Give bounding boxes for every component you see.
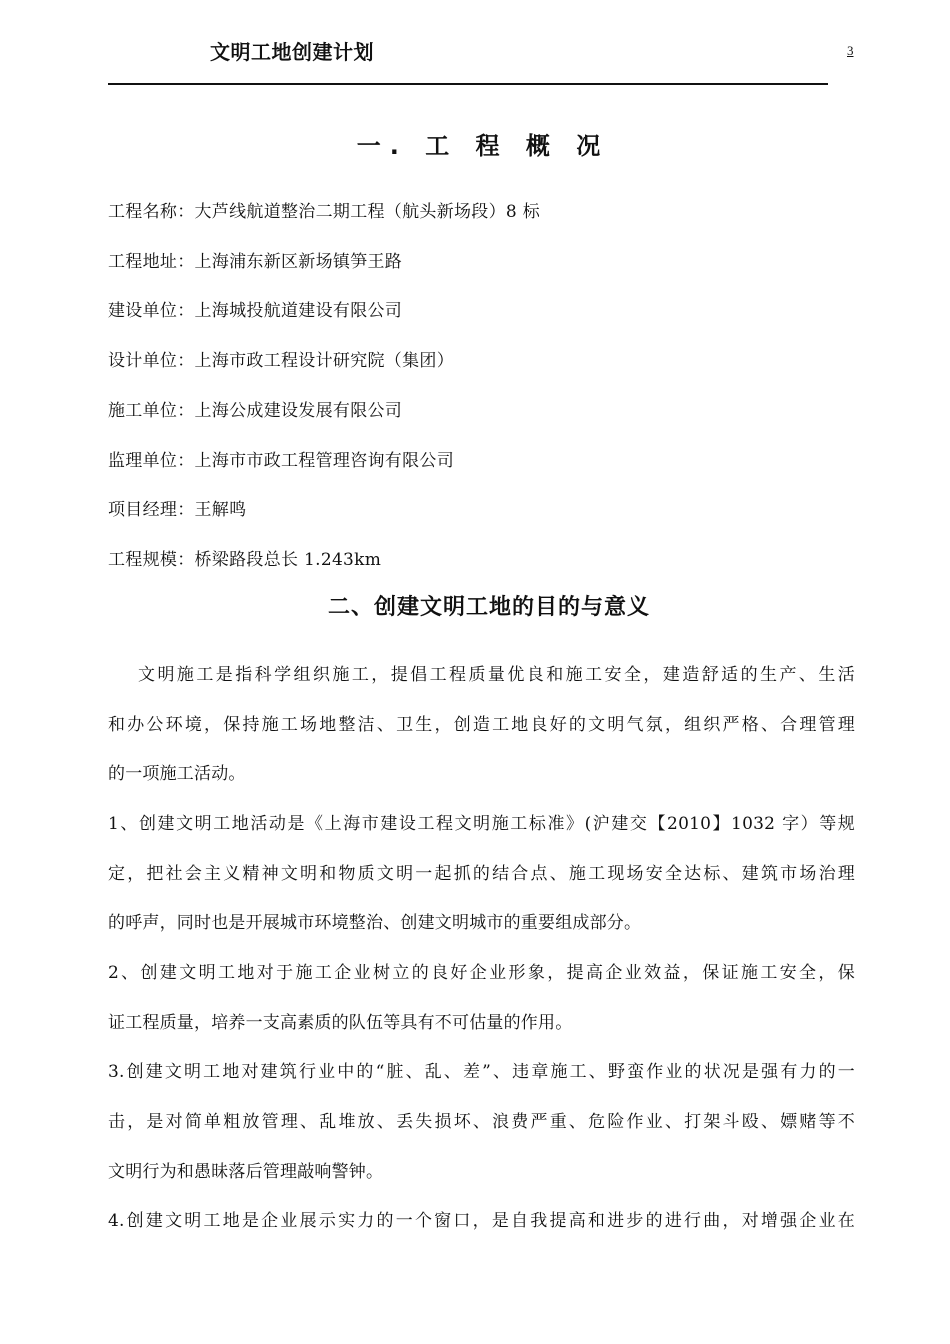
paragraph-line: 4.创建文明工地是企业展示实力的一个窗口，是自我提高和进步的进行曲，对增强企业在 bbox=[108, 1211, 855, 1231]
page-number: 3 bbox=[847, 43, 854, 58]
info-project-name: 工程名称：大芦线航道整治二期工程（航头新场段）8 标 bbox=[108, 202, 541, 222]
paragraph-line: 的一项施工活动。 bbox=[108, 764, 246, 784]
info-construction-unit: 施工单位：上海公成建设发展有限公司 bbox=[108, 401, 403, 421]
info-owner-unit: 建设单位：上海城投航道建设有限公司 bbox=[108, 301, 403, 321]
paragraph-line: 证工程质量，培养一支高素质的队伍等具有不可估量的作用。 bbox=[108, 1013, 573, 1033]
info-project-manager: 项目经理：王解鸣 bbox=[108, 500, 247, 520]
paragraph-line: 1、创建文明工地活动是《上海市建设工程文明施工标准》(沪建交【2010】1032 字）等规 bbox=[108, 814, 855, 834]
paragraph-line: 的呼声，同时也是开展城市环境整治、创建文明城市的重要组成部分。 bbox=[108, 913, 642, 933]
paragraph-line: 和办公环境，保持施工场地整洁、卫生，创造工地良好的文明气氛，组织严格、合理管理 bbox=[108, 715, 855, 735]
header-divider bbox=[108, 83, 828, 85]
info-project-scale: 工程规模：桥梁路段总长 1.243km bbox=[108, 550, 382, 570]
paragraph-line: 文明施工是指科学组织施工，提倡工程质量优良和施工安全，建造舒适的生产、生活 bbox=[138, 665, 855, 685]
section-title-purpose: 二、创建文明工地的目的与意义 bbox=[327, 595, 650, 620]
info-design-unit: 设计单位：上海市政工程设计研究院（集团） bbox=[108, 351, 454, 371]
info-supervision-unit: 监理单位：上海市市政工程管理咨询有限公司 bbox=[108, 451, 454, 471]
paragraph-line: 2、创建文明工地对于施工企业树立的良好企业形象，提高企业效益，保证施工安全，保 bbox=[108, 963, 855, 983]
paragraph-line: 击，是对简单粗放管理、乱堆放、丢失损坏、浪费严重、危险作业、打架斗殴、嫖赌等不 bbox=[108, 1112, 855, 1132]
section-title-overview: 一. 工 程 概 况 bbox=[356, 132, 610, 160]
header-title: 文明工地创建计划 bbox=[210, 40, 374, 64]
info-project-address: 工程地址：上海浦东新区新场镇笋王路 bbox=[108, 252, 403, 272]
paragraph-line: 3.创建文明工地对建筑行业中的“脏、乱、差”、违章施工、野蛮作业的状况是强有力的一 bbox=[108, 1062, 855, 1082]
paragraph-line: 文明行为和愚昧落后管理敲响警钟。 bbox=[108, 1162, 384, 1182]
paragraph-line: 定，把社会主义精神文明和物质文明一起抓的结合点、施工现场安全达标、建筑市场治理 bbox=[108, 864, 855, 884]
